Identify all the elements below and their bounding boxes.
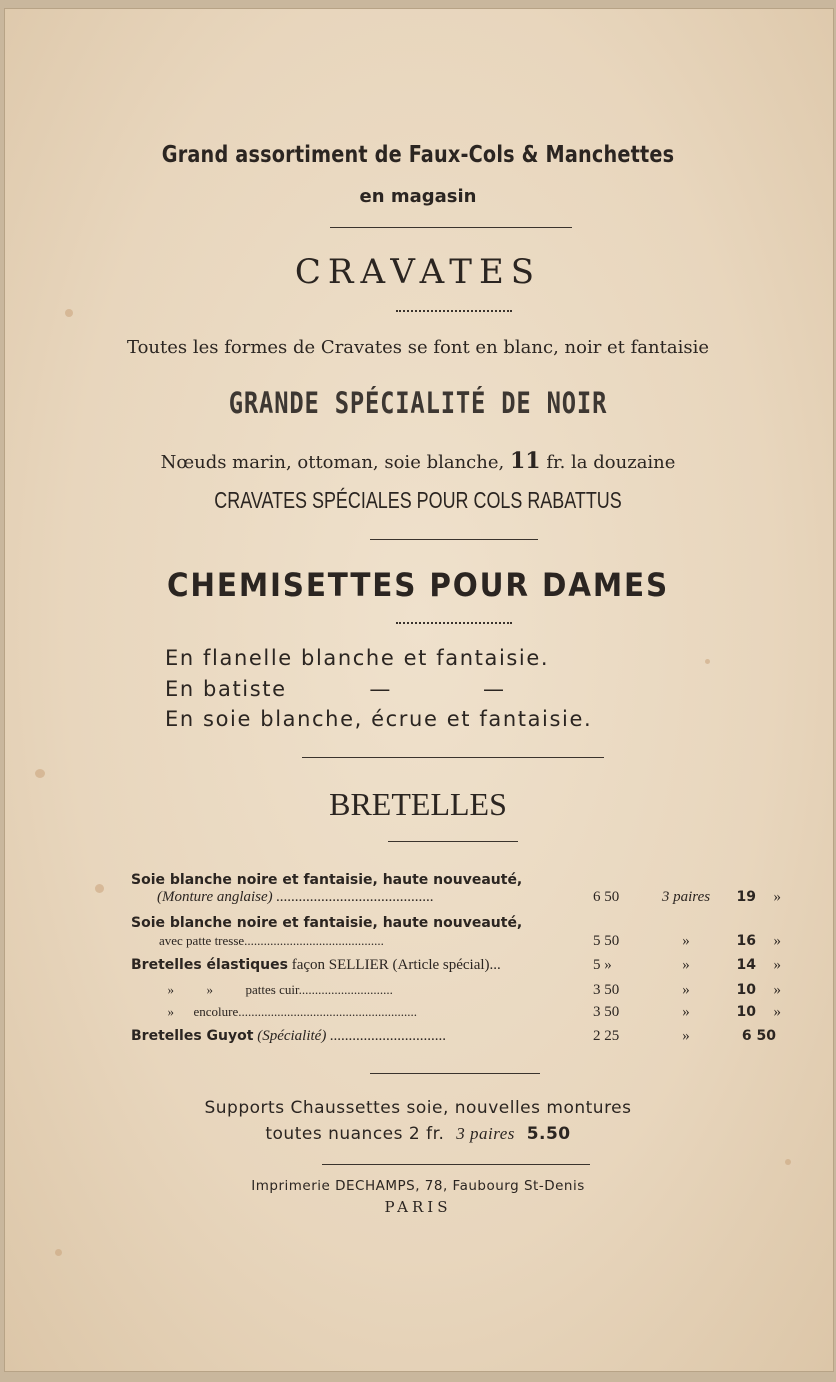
chemisettes-line: En batiste — — bbox=[165, 677, 506, 701]
table-row bbox=[131, 889, 781, 911]
row-price: 5 50 bbox=[593, 933, 620, 949]
ornament-divider bbox=[330, 227, 572, 228]
row-price: 2 25 bbox=[593, 1028, 620, 1044]
row-desc: » » pattes cuir............................. bbox=[161, 982, 393, 997]
row-unit: » bbox=[773, 982, 781, 998]
noeuds-text: Nœuds marin, ottoman, soie blanche, bbox=[160, 452, 505, 473]
cravates-special: CRAVATES SPÉCIALES POUR COLS RABATTUS bbox=[214, 487, 622, 513]
row-unit: » bbox=[773, 889, 781, 905]
cravates-specialty: GRANDE SPÉCIALITÉ DE NOIR bbox=[228, 386, 608, 420]
row-qty: » bbox=[682, 1004, 690, 1020]
row-title: Bretelles Guyot bbox=[131, 1028, 254, 1044]
supports-qty: 3 paires bbox=[456, 1124, 515, 1143]
supports-line: Supports Chaussettes soie, nouvelles montures bbox=[204, 1098, 632, 1118]
row-desc: façon SELLIER (Article spécial)... bbox=[287, 957, 501, 973]
ornament-divider bbox=[302, 757, 604, 758]
row-desc: avec patte tresse........................................... bbox=[159, 933, 384, 948]
row-desc-wrap bbox=[131, 1028, 446, 1045]
row-desc: » encolure....................................................... bbox=[161, 1004, 418, 1019]
ornament-divider bbox=[370, 1073, 540, 1074]
row-unit: » bbox=[773, 1004, 781, 1020]
ornament-divider bbox=[322, 1164, 590, 1165]
row-desc: (Spécialité) ............................... bbox=[253, 1028, 447, 1044]
header-subtitle: en magasin bbox=[359, 186, 477, 207]
chemisettes-line: En soie blanche, écrue et fantaisie. bbox=[165, 707, 593, 731]
table-row bbox=[131, 1028, 781, 1050]
chemisettes-heading: CHEMISETTES POUR DAMES bbox=[166, 566, 670, 604]
table-row bbox=[131, 1004, 781, 1026]
table-row bbox=[131, 982, 781, 1004]
ornament-divider bbox=[370, 539, 538, 540]
supports-price: toutes nuances 2 fr. bbox=[265, 1124, 445, 1144]
ornament-divider bbox=[388, 841, 518, 842]
row-title: Soie blanche noire et fantaisie, haute nouveauté, bbox=[131, 915, 523, 931]
noeuds-price: 11 bbox=[509, 448, 541, 474]
row-price: 3 50 bbox=[593, 982, 620, 998]
row-qty: » bbox=[682, 1028, 690, 1044]
row-qty: » bbox=[682, 933, 690, 949]
row-price: 3 50 bbox=[593, 1004, 620, 1020]
row-title: Soie blanche noire et fantaisie, haute nouveauté, bbox=[131, 872, 523, 888]
row-qty: » bbox=[682, 957, 690, 973]
cravates-heading: CRAVATES bbox=[294, 252, 542, 292]
wavy-divider bbox=[396, 310, 512, 312]
table-row bbox=[131, 933, 781, 955]
cravates-noeuds bbox=[0, 448, 836, 474]
row-qty: 3 paires bbox=[661, 889, 711, 905]
row-desc: (Monture anglaise) .......................................... bbox=[157, 889, 434, 905]
bretelles-heading: BRETELLES bbox=[329, 786, 507, 822]
cravates-forms: Toutes les formes de Cravates se font en blanc, noir et fantaisie bbox=[126, 337, 709, 358]
row-total: 10 bbox=[736, 982, 756, 998]
printer-credit: Imprimerie DECHAMPS, 78, Faubourg St-Denis bbox=[251, 1178, 585, 1194]
row-desc-wrap bbox=[131, 957, 501, 974]
row-total: 6 50 bbox=[741, 1028, 776, 1044]
printer-city: PARIS bbox=[384, 1198, 452, 1216]
row-total: 16 bbox=[736, 933, 756, 949]
row-unit: » bbox=[773, 933, 781, 949]
row-qty: » bbox=[682, 982, 690, 998]
supports-total: 5.50 bbox=[526, 1124, 571, 1144]
noeuds-unit: fr. la douzaine bbox=[546, 452, 676, 473]
row-unit: » bbox=[773, 957, 781, 973]
supports-price-line bbox=[0, 1124, 836, 1144]
table-row bbox=[131, 957, 781, 979]
row-total: 10 bbox=[736, 1004, 756, 1020]
chemisettes-line: En flanelle blanche et fantaisie. bbox=[165, 646, 550, 670]
row-total: 14 bbox=[736, 957, 756, 973]
row-total: 19 bbox=[736, 889, 756, 905]
wavy-divider bbox=[396, 622, 512, 624]
row-price: 5 » bbox=[593, 957, 612, 973]
header-title: Grand assortiment de Faux-Cols & Manchettes bbox=[161, 142, 675, 168]
row-title: Bretelles élastiques bbox=[131, 957, 288, 973]
row-price: 6 50 bbox=[593, 889, 620, 905]
